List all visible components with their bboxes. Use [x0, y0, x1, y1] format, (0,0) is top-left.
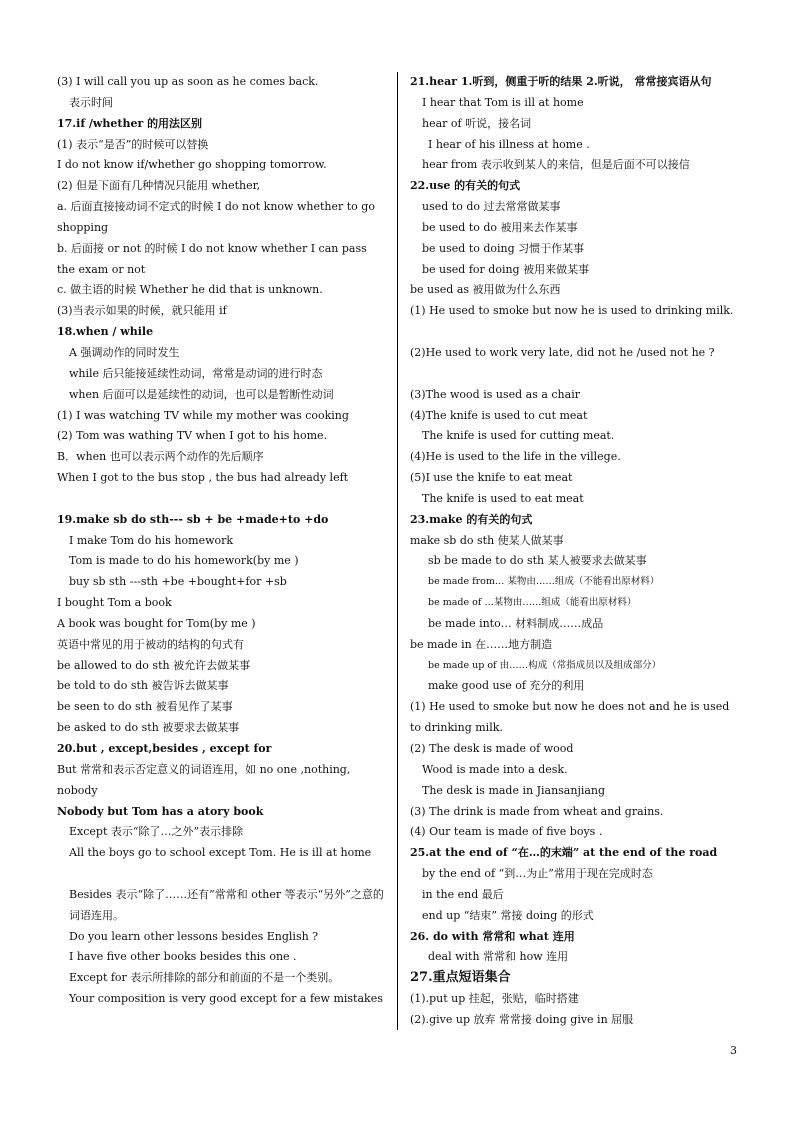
section-heading: 26. do with 常常和 what 连用 [410, 929, 575, 943]
text-line: be allowed to do sth 被允许去做某事 [57, 658, 251, 672]
blank-line [410, 364, 738, 385]
text-line: (4)He is used to the life in the villege. [410, 450, 621, 464]
text-line: 英语中常见的用于被动的结构的句式有 [57, 637, 244, 651]
text-line: make good use of 充分的利用 [428, 679, 585, 693]
text-line: I bought Tom a book [57, 596, 172, 610]
text-line: B．when 也可以表示两个动作的先后顺序 [57, 450, 264, 464]
text-line: The knife is used to eat meat [422, 491, 584, 505]
text-line: be made into… 材料制成……成品 [428, 616, 604, 630]
text-line: be made of …某物由……组成（能看出原材料） [428, 597, 637, 609]
text-line: A book was bought for Tom(by me ) [57, 616, 256, 630]
text-line: (3) The drink is made from wheat and grains. [410, 804, 664, 818]
text-line: hear from 表示收到某人的来信，但是后面不可以接信 [422, 158, 690, 172]
text-line: A 强调动作的同时发生 [69, 345, 180, 359]
text-line: b. 后面接 or not 的时候 I do not know whether I can pass the exam or not [57, 241, 367, 276]
text-line: sb be made to do sth 某人被要求去做某事 [428, 554, 647, 568]
text-line: be made up of 由……构成（常指成员以及组成部分） [428, 659, 662, 671]
text-line: The desk is made in Jiansanjiang [422, 783, 606, 797]
text-line: I do not know if/whether go shopping tomorrow. [57, 158, 327, 172]
blank-line [57, 489, 387, 510]
text-line: hear of 听说，接名词 [422, 116, 532, 130]
text-line: Except for 表示所排除的部分和前面的不是一个类别。 [69, 971, 340, 985]
text-line: (3) I will call you up as soon as he comes back. [57, 75, 319, 88]
section-heading: 23.make 的有关的句式 [410, 512, 533, 526]
text-line: (1) He used to smoke but now he is used to drinking milk. [410, 304, 734, 318]
text-line: (5)I use the knife to eat meat [410, 471, 573, 485]
text-line: I make Tom do his homework [69, 533, 234, 547]
text-line: Except 表示“除了…之外”表示排除 [69, 825, 244, 839]
text-line: Tom is made to do his homework(by me ) [69, 554, 299, 568]
text-line: (4) Our team is made of five boys . [410, 825, 603, 839]
text-line: (1).put up 挂起，张贴，临时搭建 [410, 992, 579, 1006]
text-line: when 后面可以是延续性的动词，也可以是暂断性动词 [69, 387, 334, 401]
text-line: end up “结束” 常接 doing 的形式 [422, 908, 594, 922]
text-line: be made from… 某物由……组成（不能看出原材料） [428, 576, 660, 588]
text-line: Your composition is very good except for a few mistakes [69, 992, 383, 1006]
column-divider [397, 72, 398, 1030]
text-line: (4)The knife is used to cut meat [410, 408, 588, 422]
text-line: buy sb sth ---sth +be +bought+for +sb [69, 575, 287, 589]
text-line: 表示时间 [69, 95, 113, 109]
blank-line [57, 864, 387, 885]
text-line: be used to do 被用来去作某事 [422, 220, 578, 234]
text-line: I have five other books besides this one . [69, 950, 297, 964]
text-line: (2).give up 放弃 常常接 doing give in 屈服 [410, 1012, 634, 1026]
text-line: make sb do sth 使某人做某事 [410, 533, 564, 547]
text-line: be made in 在……地方制造 [410, 637, 553, 651]
text-line: (1) He used to smoke but now he does not and he is used to drinking milk. [410, 700, 730, 735]
text-line: (2) 但是下面有几种情况只能用 whether, [57, 179, 261, 193]
text-line: be told to do sth 被告诉去做某事 [57, 679, 229, 693]
text-line: (2) The desk is made of wood [410, 742, 574, 755]
section-heading: 19.make sb do sth--- sb + be +made+to +do [57, 512, 329, 526]
text-line: The knife is used for cutting meat. [422, 429, 615, 443]
text-line: I hear of his illness at home . [428, 137, 590, 151]
text-line: All the boys go to school except Tom. He is ill at home [69, 846, 372, 860]
right-column [410, 72, 738, 1031]
text-line: (2)He used to work very late, did not he /used not he ? [410, 345, 715, 359]
text-line: be used to doing 习惯于作某事 [422, 241, 585, 255]
text-line: by the end of “到…为止”常用于现在完成时态 [422, 867, 653, 881]
section-heading: 20.but , except,besides , except for [57, 742, 272, 755]
text-line: Do you learn other lessons besides English ? [69, 929, 319, 943]
text-line: while 后只能接延续性动词，常常是动词的进行时态 [69, 366, 323, 380]
text-line: Wood is made into a desk. [422, 762, 568, 776]
text-line: be seen to do sth 被看见作了某事 [57, 700, 233, 714]
text-line: a. 后面直接接动词不定式的时候 I do not know whether to go shopping [57, 200, 375, 234]
text-line: deal with 常常和 how 连用 [428, 950, 569, 964]
text-line: (1) I was watching TV while my mother was cooking [57, 408, 349, 422]
text-line: (2) Tom was wathing TV when I got to his home. [57, 429, 328, 443]
page-number: 3 [730, 1044, 737, 1057]
text-line: used to do 过去常常做某事 [422, 200, 561, 214]
text-line: Nobody but Tom has a atory book [57, 804, 264, 818]
text-line: I hear that Tom is ill at home [422, 95, 584, 109]
text-line: be asked to do sth 被要求去做某事 [57, 721, 240, 735]
text-line: (1) 表示“是否”的时候可以替换 [57, 137, 209, 151]
section-heading: 21.hear 1.听到，侧重于听的结果 2.听说， 常常接宾语从句 [410, 75, 712, 88]
text-line: (3)当表示如果的时候，就只能用 if [57, 304, 227, 318]
text-line: But 常常和表示否定意义的词语连用，如 no one ,nothing, nobody [57, 762, 351, 797]
text-line: (3)The wood is used as a chair [410, 387, 580, 401]
text-line: When I got to the bus stop , the bus had already left [57, 471, 349, 485]
section-heading: 27.重点短语集合 [410, 970, 511, 986]
section-heading: 17.if /whether 的用法区别 [57, 116, 203, 130]
text-line: in the end 最后 [422, 887, 504, 901]
section-heading: 22.use 的有关的句式 [410, 179, 521, 193]
text-line: Besides 表示“除了……还有”常常和 other 等表示“另外”之意的词语连用。 [69, 887, 384, 922]
text-line: c. 做主语的时候 Whether he did that is unknown. [57, 283, 323, 297]
text-line: be used as 被用做为什么东西 [410, 283, 561, 297]
blank-line [410, 322, 738, 343]
left-column [57, 72, 387, 1010]
section-heading: 25.at the end of “在…的末端” at the end of the road [410, 846, 718, 860]
section-heading: 18.when / while [57, 325, 154, 339]
text-line: be used for doing 被用来做某事 [422, 262, 590, 276]
